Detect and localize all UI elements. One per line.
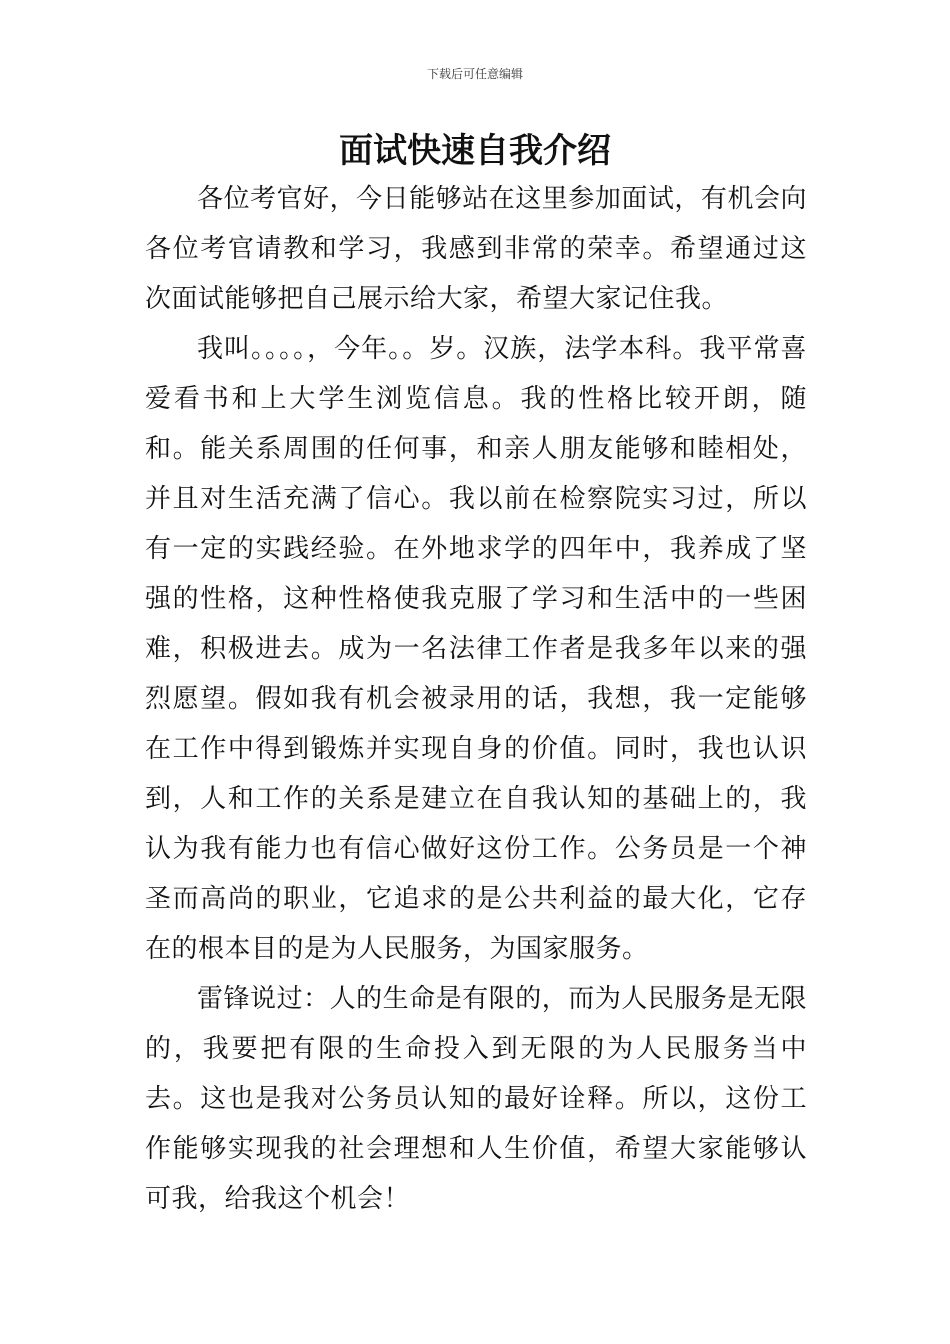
paragraph-closing: 雷锋说过：人的生命是有限的，而为人民服务是无限的，我要把有限的生命投入到无限的为人民服务当中去。这也是我对公务员认知的最好诠释。所以，这份工作能够实现我的社会理想和人生价值，希望大家能够认可我，给我这个机会！ [145,984,807,1214]
header-note: 下载后可任意编辑 [426,67,523,81]
document-title: 面试快速自我介绍 [339,131,611,171]
paragraph-greeting: 各位考官好，今日能够站在这里参加面试，有机会向各位考官请教和学习，我感到非常的荣幸。希望通过这次面试能够把自己展示给大家，希望大家记住我。 [145,184,807,314]
paragraph-introduction: 我叫。。。。，今年。。岁。汉族，法学本科。我平常喜爱看书和上大学生浏览信息。我的性格比较开朗，随和。能关系周围的任何事，和亲人朋友能够和睦相处，并且对生活充满了信心。我以前在检察院实习过，所以有一定的实践经验。在外地求学的四年中，我养成了坚强的性格，这种性格使我克服了学习和生活中的一些困难，积极进去。成为一名法律工作者是我多年以来的强烈愿望。假如我有机会被录用的话，我想，我一定能够在工作中得到锻炼并实现自身的价值。同时，我也认识到，人和工作的关系是建立在自我认知的基础上的，我认为我有能力也有信心做好这份工作。公务员是一个神圣而高尚的职业，它追求的是公共利益的最大化，它存在的根本目的是为人民服务，为国家服务。 [145,334,807,964]
document-body [145,174,807,1224]
